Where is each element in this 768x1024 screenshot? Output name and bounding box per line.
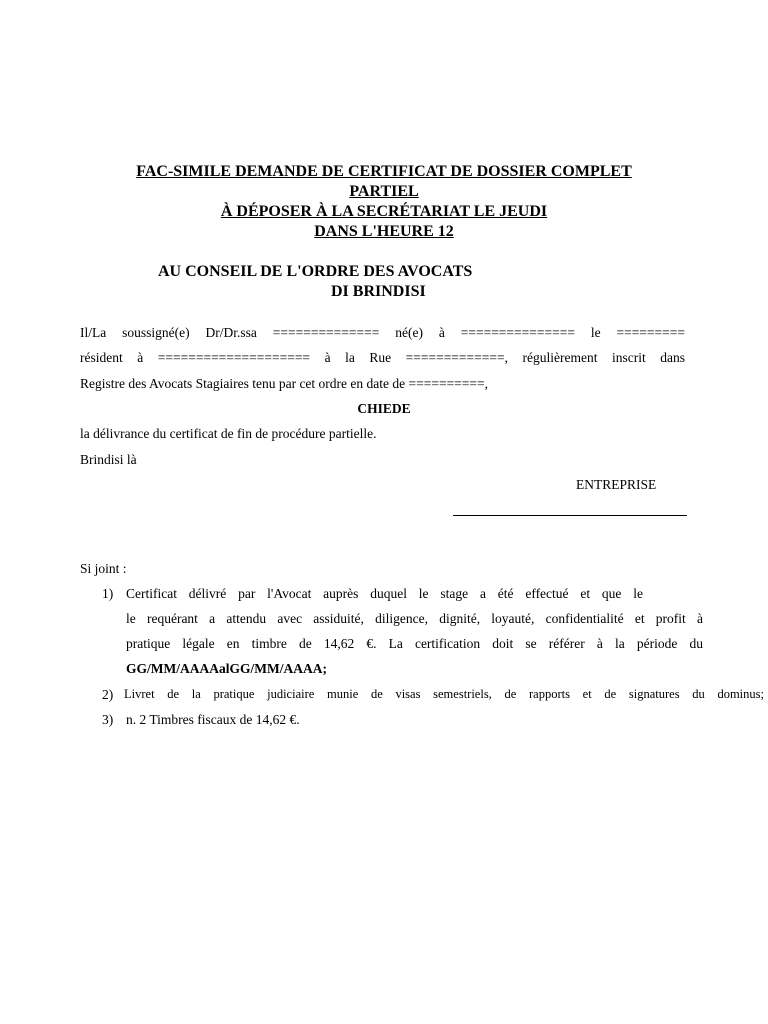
- title-line-4: DANS L'HEURE 12: [314, 223, 454, 240]
- list-item-number: 3): [102, 712, 114, 727]
- list-item-line: pratique légale en timbre de 14,62 €. La certification doit se référer à la période du: [126, 636, 703, 651]
- place-date: Brindisi là: [80, 452, 137, 467]
- signature-label: ENTREPRISE: [576, 477, 657, 492]
- list-item-line: Livret de la pratique judiciaire munie de visas semestriels, de rapports et de signatures du dominus;: [124, 687, 764, 701]
- list-item-line: n. 2 Timbres fiscaux de 14,62 €.: [126, 712, 300, 727]
- body-line-1: Il/La soussigné(e) Dr/Dr.ssa ============== né(e) à =============== le =========: [80, 325, 685, 340]
- attachments-heading: Si joint :: [80, 561, 127, 576]
- body-line-2: résident à ==================== à la Rue =============, régulièrement inscrit dans: [80, 350, 685, 365]
- title-line-2: PARTIEL: [349, 183, 419, 200]
- title-line-1: FAC-SIMILE DEMANDE DE CERTIFICAT DE DOSSIER COMPLET: [136, 163, 632, 180]
- title-line-3: À DÉPOSER À LA SECRÉTARIAT LE JEUDI: [220, 203, 548, 220]
- period-placeholder: GG/MM/AAAAalGG/MM/AAAA;: [126, 661, 327, 676]
- list-item-number: 1): [102, 586, 114, 601]
- list-item-line: Certificat délivré par l'Avocat auprès duquel le stage a été effectué et que le: [126, 586, 643, 601]
- list-item-line: le requérant a attendu avec assiduité, diligence, dignité, loyauté, confidentialité et profit à: [126, 611, 703, 626]
- request-word: CHIEDE: [357, 401, 411, 416]
- addressee-line-2: DI BRINDISI: [331, 283, 426, 300]
- signature-line: [453, 515, 687, 516]
- body-line-3: Registre des Avocats Stagiaires tenu par cet ordre en date de ==========,: [80, 376, 489, 391]
- list-item-number: 2): [102, 687, 114, 702]
- addressee-line-1: AU CONSEIL DE L'ORDRE DES AVOCATS: [158, 263, 473, 280]
- body-line-4: la délivrance du certificat de fin de procédure partielle.: [80, 426, 377, 441]
